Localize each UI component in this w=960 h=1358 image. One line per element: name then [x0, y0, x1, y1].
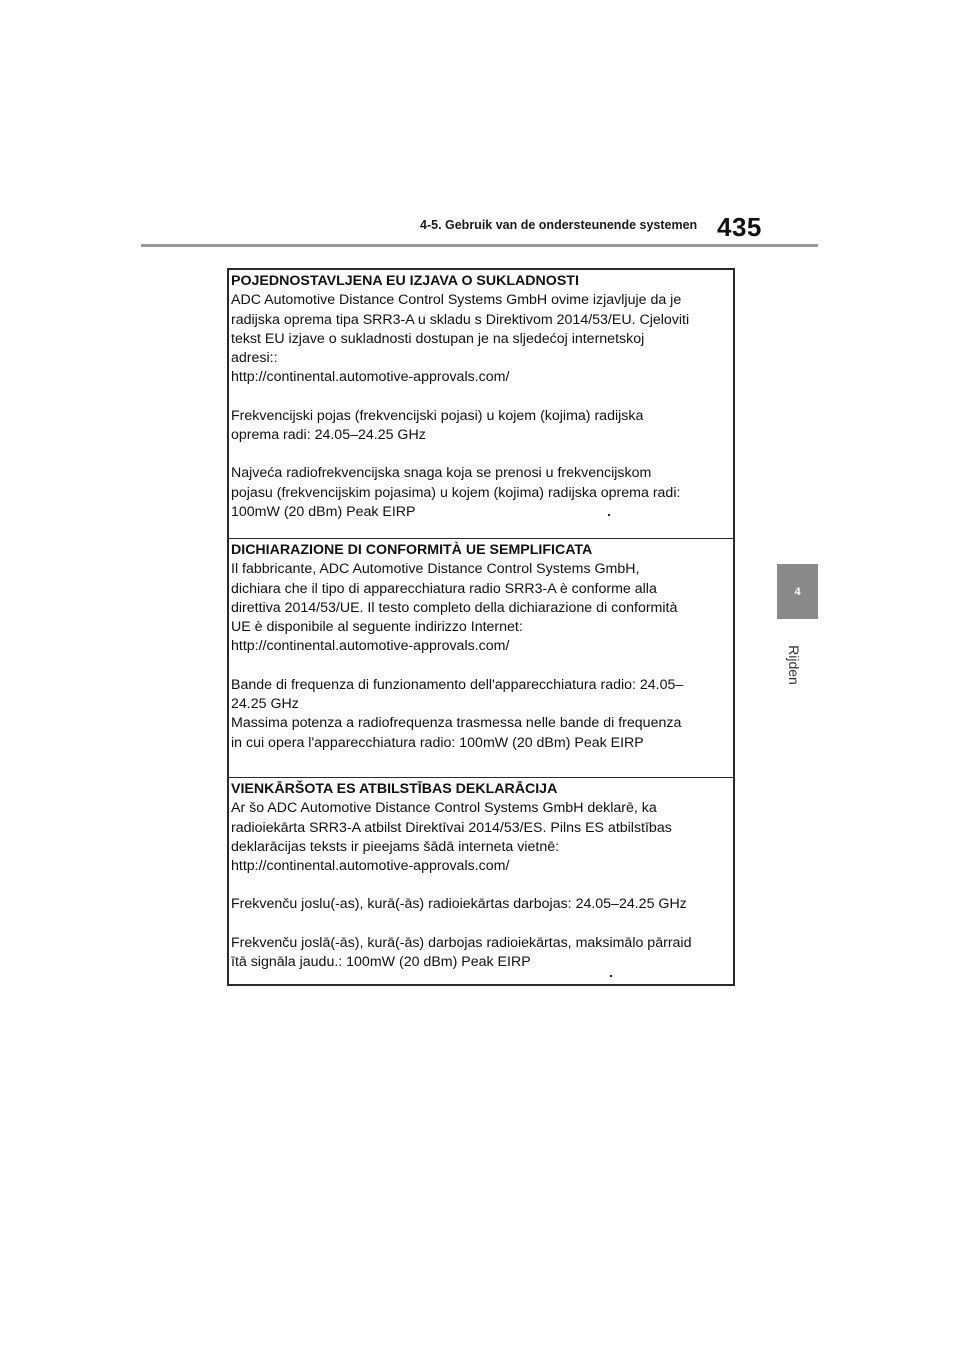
declaration-line: UE è disponibile al seguente indirizzo Internet:: [231, 619, 523, 636]
declaration-line: Ar šo ADC Automotive Distance Control Systems GmbH deklarē, ka: [231, 800, 657, 817]
declaration-line: Frekvenču joslā(-ās), kurā(-ās) darbojas radioiekārtas, maksimālo pārraid: [231, 934, 692, 951]
declaration-box: [227, 268, 735, 986]
paragraph-gap: [231, 657, 733, 676]
page-header: [420, 208, 780, 248]
declaration-line: Bande di frequenza di funzionamento dell'apparecchiatura radio: 24.05–: [231, 676, 684, 693]
header-rule: [141, 244, 818, 247]
paragraph-gap: [231, 445, 733, 464]
page-number: 435: [717, 212, 762, 242]
paragraph-gap: [231, 876, 733, 895]
declaration-line: Frekvencijski pojas (frekvencijski pojasi) u kojem (kojima) radijska: [231, 407, 644, 424]
chapter-label: Rijden: [785, 645, 802, 685]
declaration-url: http://continental.automotive-approvals.com/: [231, 858, 510, 875]
declaration-line: pojasu (frekvencijskim pojasima) u kojem (kojima) radijska oprema radi:: [231, 484, 681, 501]
chapter-tab: [777, 564, 818, 619]
declaration-title: DICHIARAZIONE DI CONFORMITÀ UE SEMPLIFICATA: [231, 542, 593, 558]
paragraph-gap: [231, 388, 733, 407]
declaration-title: POJEDNOSTAVLJENA EU IZJAVA O SUKLADNOSTI: [231, 273, 579, 289]
declaration-italian: [229, 538, 733, 777]
declaration-line: 100mW (20 dBm) Peak EIRP: [231, 503, 416, 520]
declaration-latvian: [229, 777, 733, 984]
declaration-line: 24.25 GHz: [231, 696, 299, 713]
declaration-line: tekst EU izjave o sukladnosti dostupan je na sljedećoj internetskoj: [231, 330, 645, 347]
declaration-line: radioiekārta SRR3-A atbilst Direktīvai 2014/53/ES. Pilns ES atbilstības: [231, 819, 672, 836]
declaration-croatian: [229, 270, 733, 538]
declaration-url: http://continental.automotive-approvals.com/: [231, 369, 510, 386]
declaration-line: direttiva 2014/53/UE. Il testo completo della dichiarazione di conformità: [231, 599, 678, 616]
declaration-line: adresi::: [231, 350, 278, 367]
declaration-line: radijska oprema tipa SRR3-A u skladu s Direktivom 2014/53/EU. Cjeloviti: [231, 311, 690, 328]
declaration-line: ADC Automotive Distance Control Systems GmbH ovime izjavljuje da je: [231, 292, 682, 309]
chapter-label-container: [774, 635, 814, 695]
scan-dot: [610, 975, 612, 977]
declaration-line: deklarācijas teksts ir pieejams šādā interneta vietnē:: [231, 838, 560, 855]
declaration-line: Il fabbricante, ADC Automotive Distance Control Systems GmbH,: [231, 561, 640, 578]
declaration-line: in cui opera l'apparecchiatura radio: 100mW (20 dBm) Peak EIRP: [231, 734, 644, 751]
section-title: 4-5. Gebruik van de ondersteunende systemen: [420, 218, 698, 232]
declaration-line: Frekvenču joslu(-as), kurā(-ās) radioiekārtas darbojas: 24.05–24.25 GHz: [231, 896, 687, 913]
scan-dot: [608, 514, 610, 516]
declaration-line: oprema radi: 24.05–24.25 GHz: [231, 427, 426, 444]
declaration-line: Massima potenza a radiofrequenza trasmessa nelle bande di frequenza: [231, 715, 682, 732]
declaration-line: dichiara che il tipo di apparecchiatura radio SRR3-A è conforme alla: [231, 580, 657, 597]
chapter-number: 4: [794, 585, 801, 598]
declaration-line: Najveća radiofrekvencijska snaga koja se prenosi u frekvencijskom: [231, 465, 652, 482]
paragraph-gap: [231, 915, 733, 934]
declaration-line: ītā signāla jaudu.: 100mW (20 dBm) Peak EIRP: [231, 954, 531, 971]
declaration-url: http://continental.automotive-approvals.com/: [231, 638, 510, 655]
declaration-title: VIENKĀRŠOTA ES ATBILSTĪBAS DEKLARĀCIJA: [231, 781, 558, 797]
